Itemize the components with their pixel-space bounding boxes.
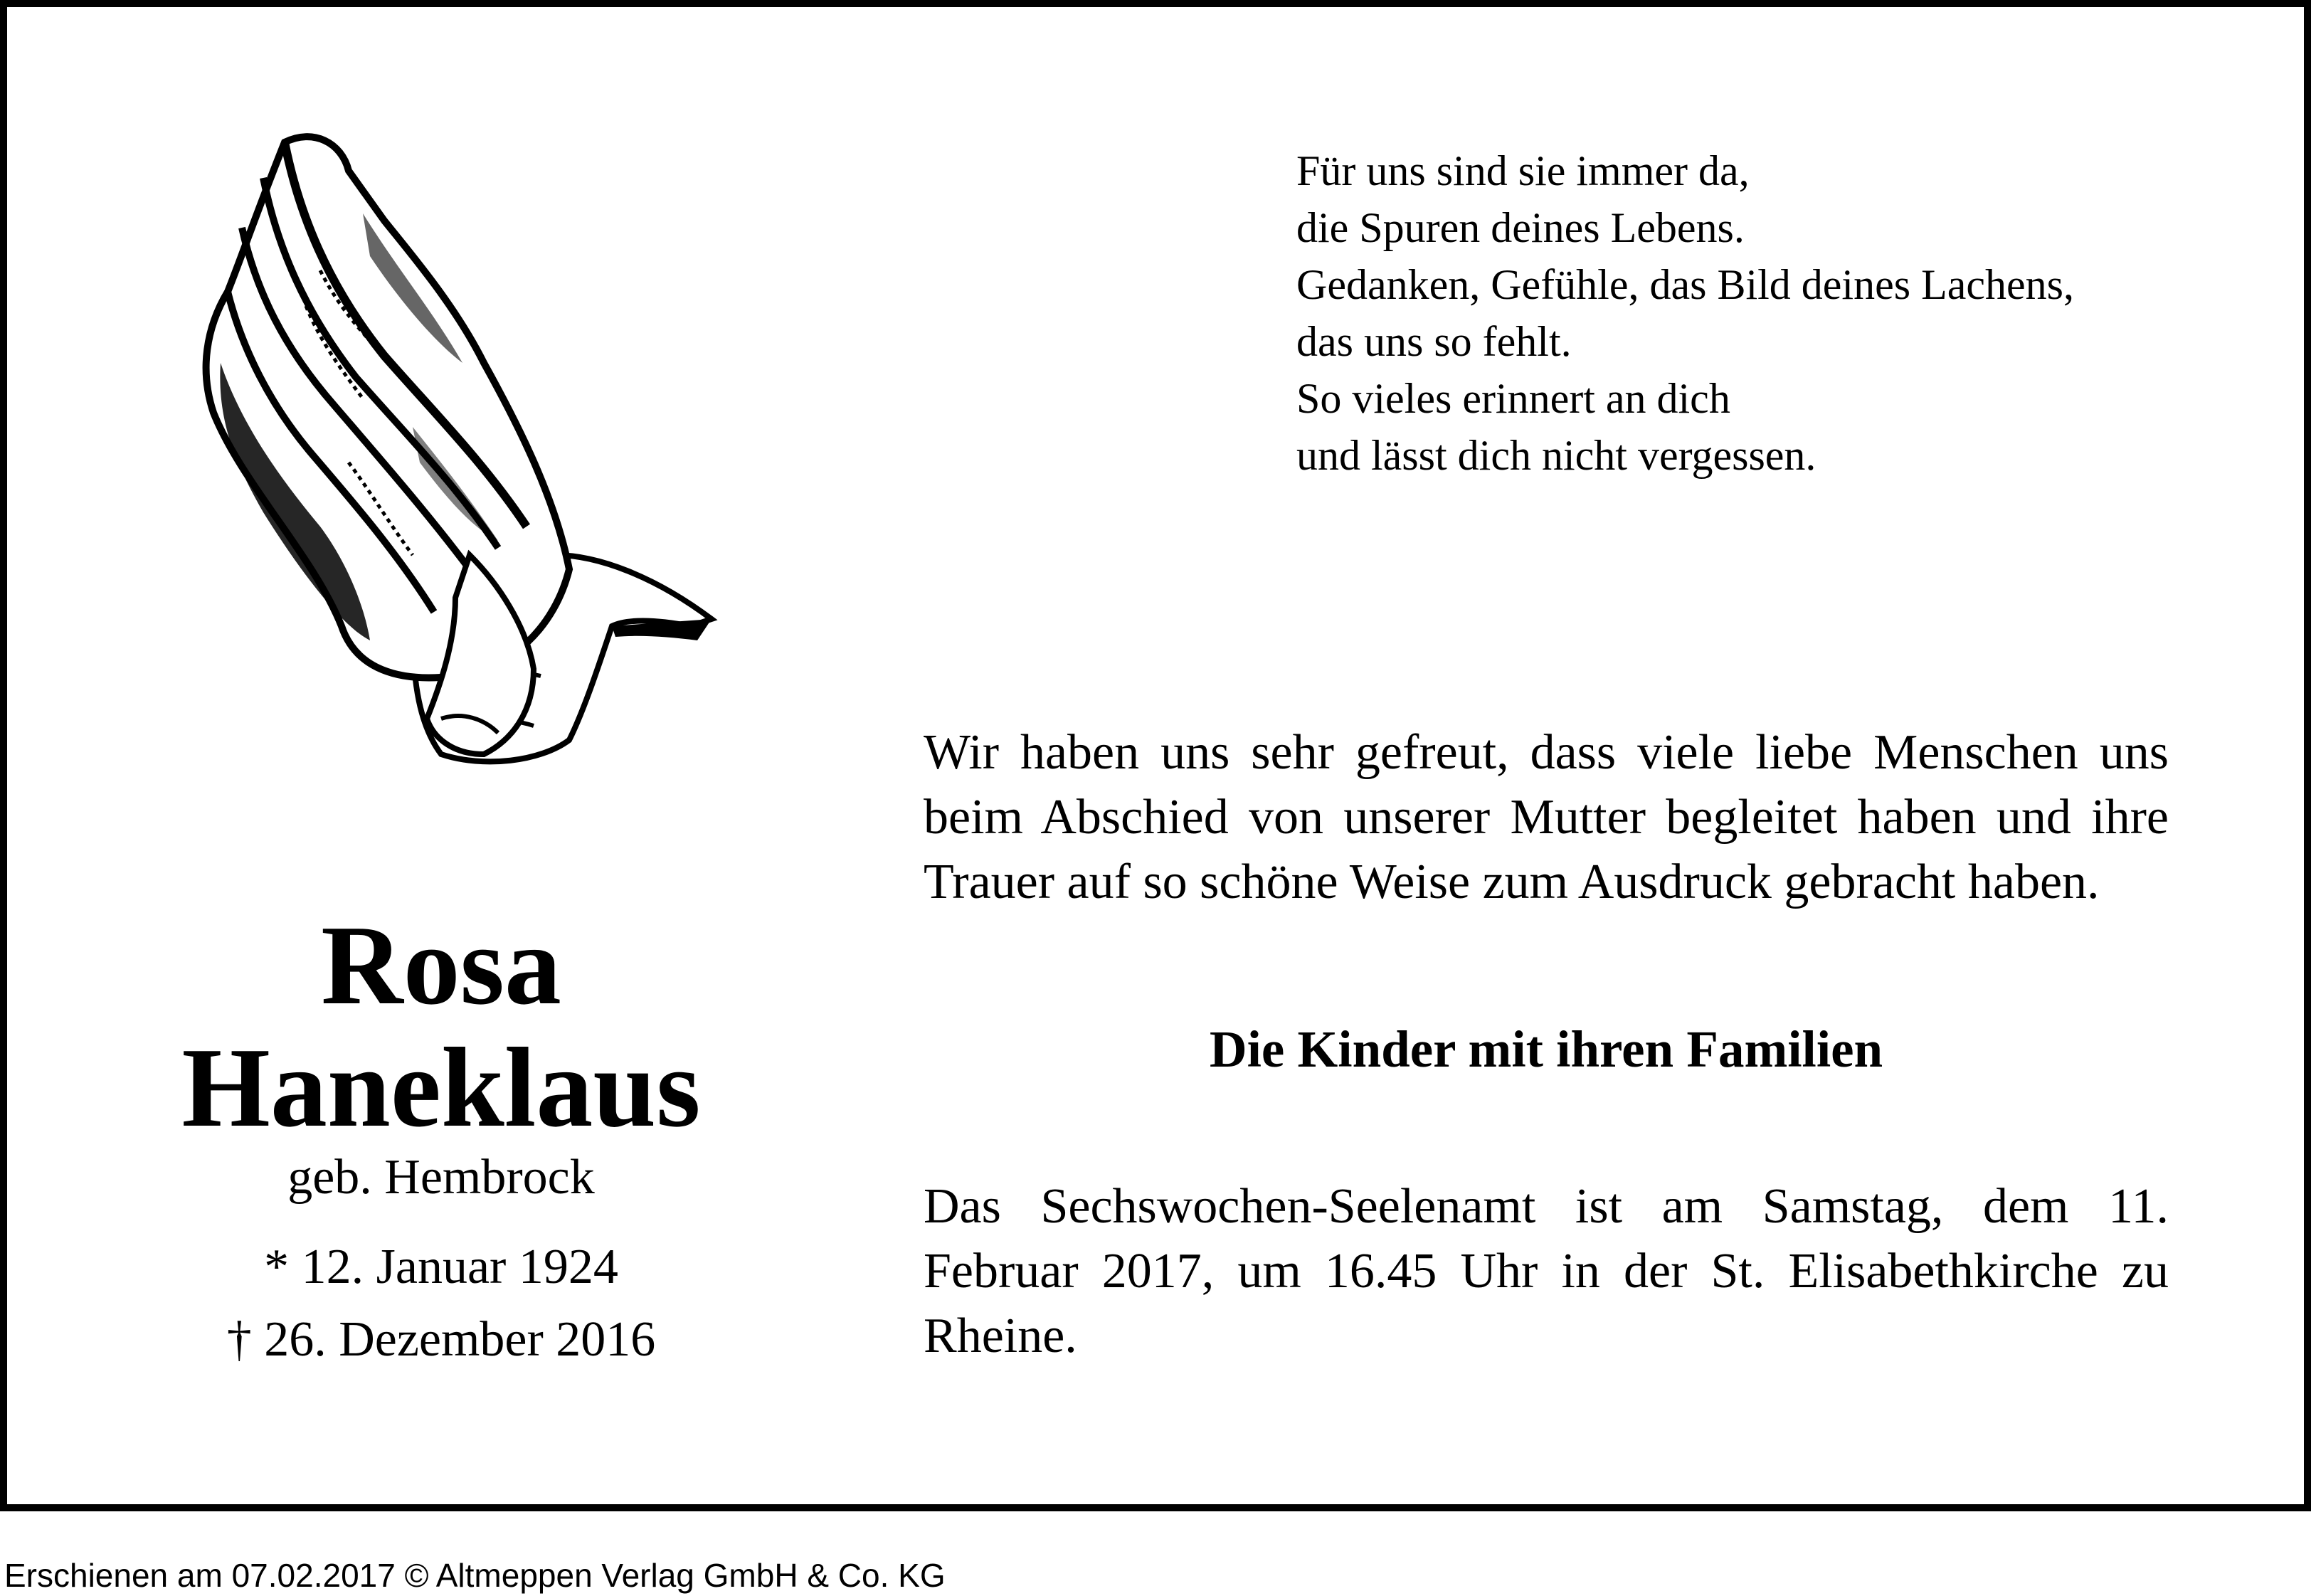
maiden-name: geb. Hembrock	[287, 1150, 595, 1205]
death-date: † 26. Dezember 2016	[226, 1312, 656, 1367]
first-name: Rosa	[321, 902, 561, 1028]
memorial-poem	[1296, 142, 2074, 484]
birth-date: * 12. Januar 1924	[264, 1240, 618, 1294]
poem-line: So vieles erinnert an dich	[1296, 375, 1730, 422]
thanks-paragraph: Wir haben uns sehr gefreut, dass viele liebe Menschen uns beim Abschied von unserer Mutter begleitet haben und ihre Trauer auf so schöne Weise zum Ausdruck gebracht haben.	[924, 725, 2169, 909]
poem-line: die Spuren deines Lebens.	[1296, 204, 1745, 251]
praying-hands-icon	[199, 128, 719, 783]
publication-footer: Erschienen am 07.02.2017 © Altmeppen Verlag GmbH & Co. KG	[4, 1557, 946, 1594]
poem-line: das uns so fehlt.	[1296, 318, 1572, 365]
signature: Die Kinder mit ihren Familien	[1209, 1020, 1883, 1078]
poem-line: und lässt dich nicht vergessen.	[1296, 432, 1816, 479]
poem-line: Für uns sind sie immer da,	[1296, 147, 1750, 194]
last-name: Haneklaus	[181, 1024, 701, 1151]
deceased-name	[142, 902, 740, 1151]
life-dates	[142, 1231, 740, 1376]
service-announcement: Das Sechswochen-Seelenamt ist am Samstag, dem 11. Februar 2017, um 16.45 Uhr in der St. Elisabethkirche zu Rheine.	[924, 1179, 2169, 1363]
poem-line: Gedanken, Gefühle, das Bild deines Lachens,	[1296, 261, 2074, 308]
